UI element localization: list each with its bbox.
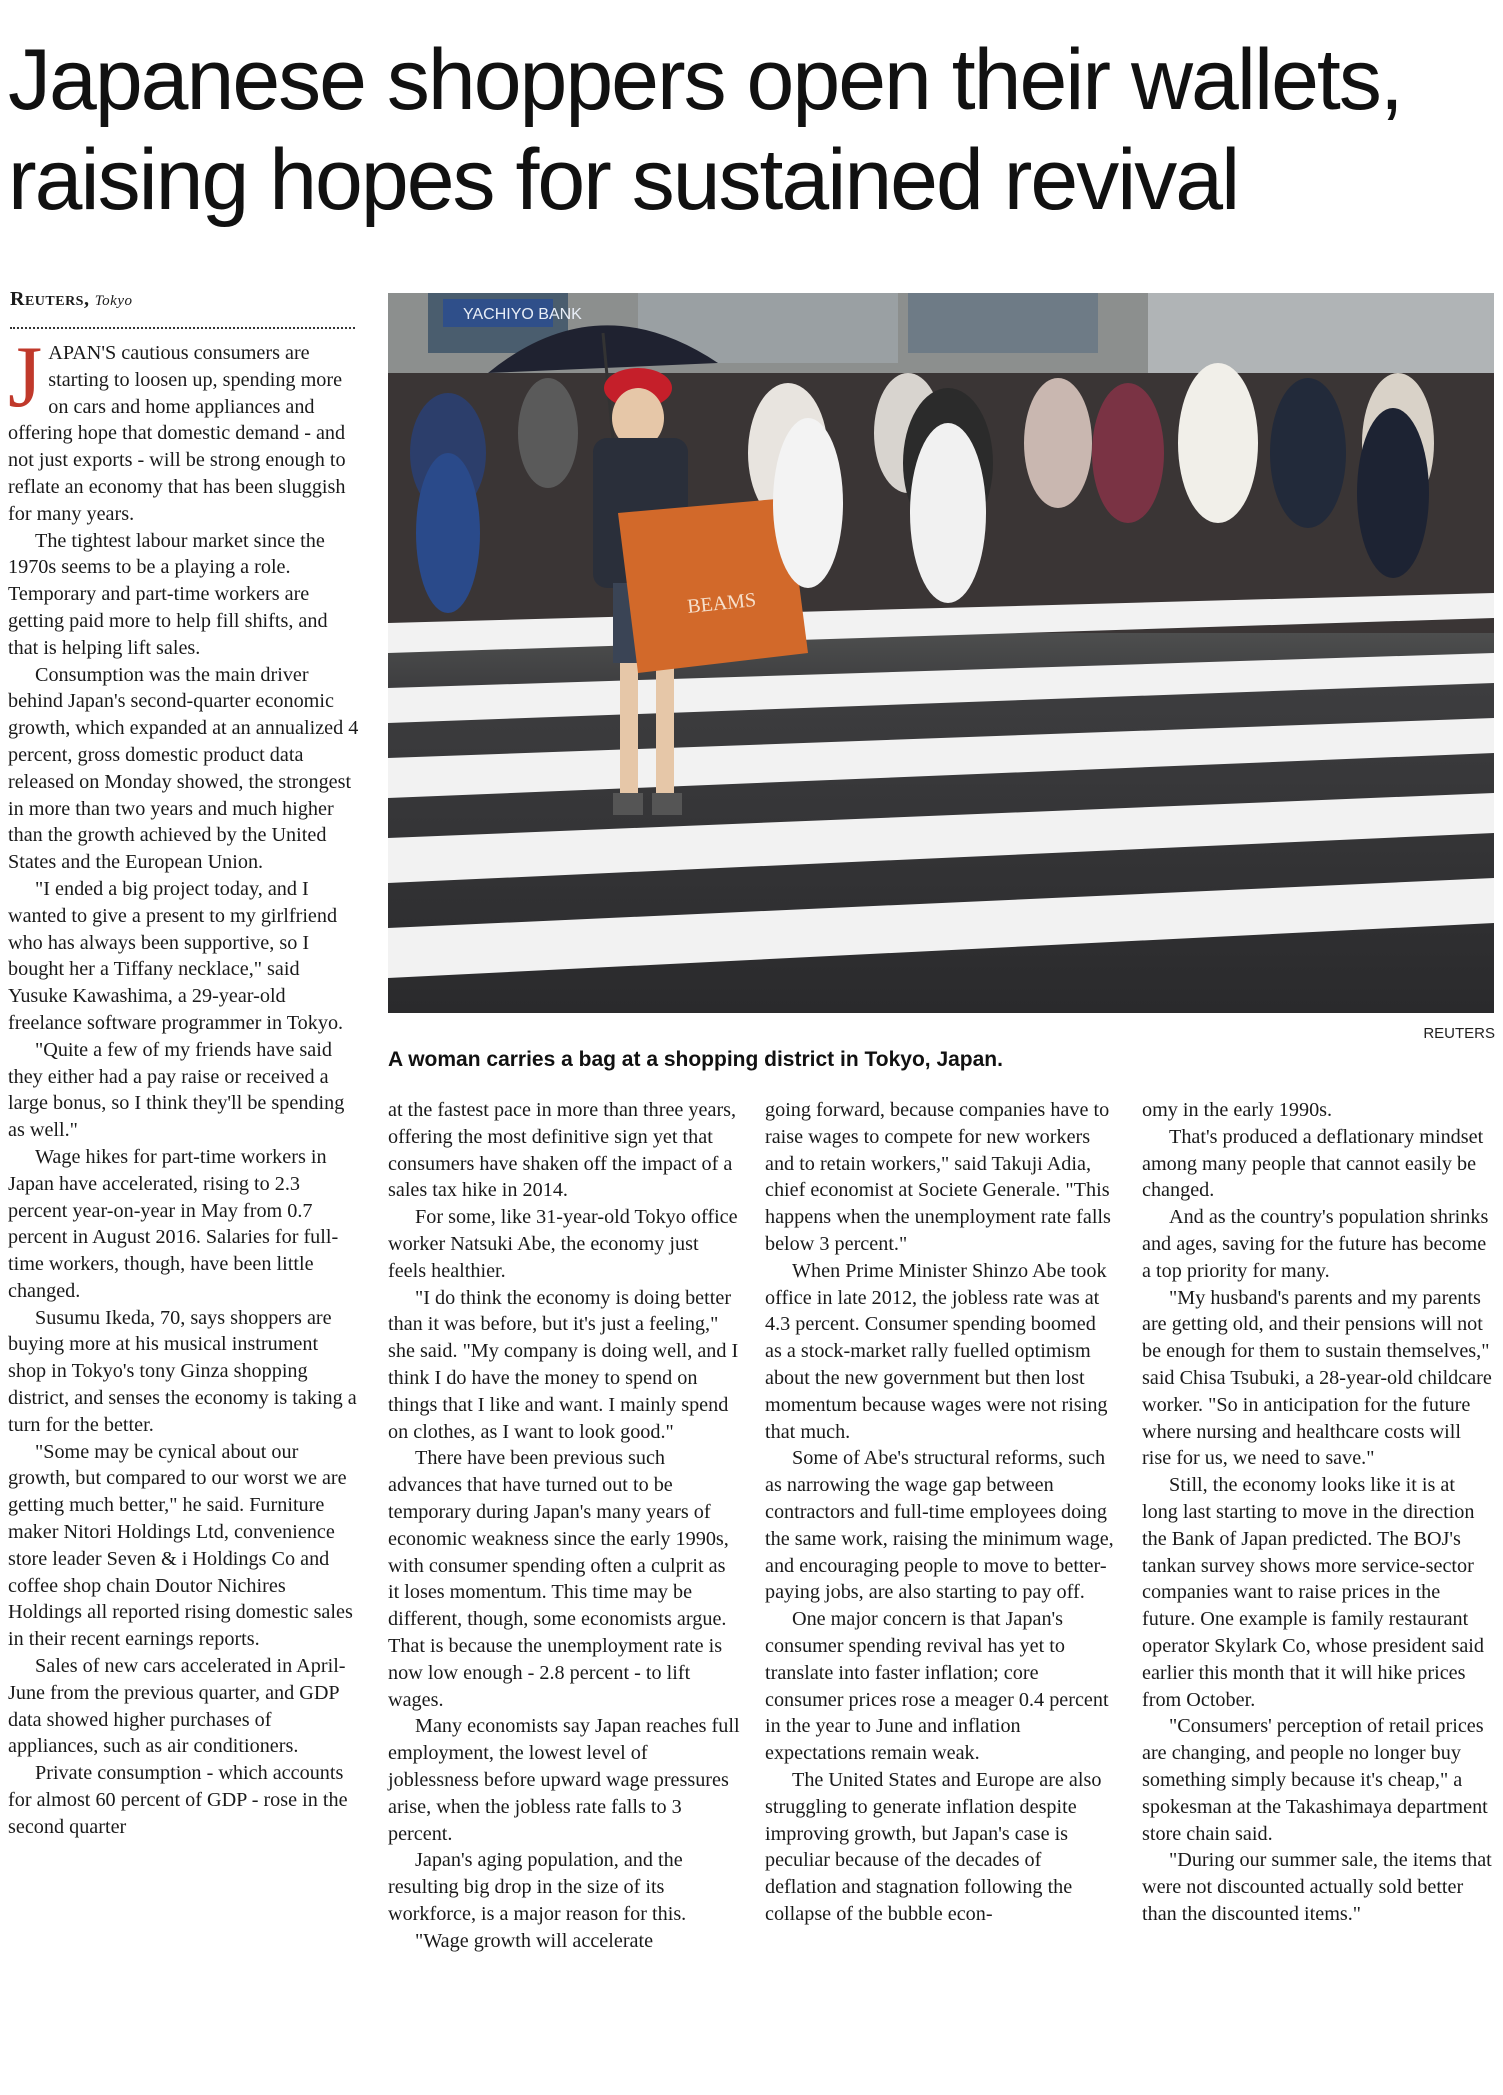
photo-credit: REUTERS <box>1423 1025 1495 1042</box>
paragraph: That's produced a deflationary mindset among many people that cannot easily be changed. <box>1142 1125 1484 1202</box>
paragraph: "Some may be cynical about our growth, but compared to our worst we are getting much better," he said. Furniture maker Nitori Holdings Ltd, convenience store leader Seven & i Holdings Co and coffee shop chain Doutor Nichires Holdings all reported rising domestic sales in their recent earnings reports. <box>8 1440 353 1651</box>
headline-line-1: Japanese shoppers open their wallets, <box>8 32 1402 128</box>
crosswalk-scene-illustration <box>388 293 1494 1013</box>
paragraph: omy in the early 1990s. <box>1142 1099 1333 1121</box>
article-column-4 <box>1142 1097 1494 1928</box>
paragraph: "I do think the economy is doing better than it was before, but it's just a feeling," she said. "My company is doing well, and I think I do have the money to spend on things that I like and want. I mainly spend on clothes, as I want to look good." <box>388 1286 739 1443</box>
paragraph: at the fastest pace in more than three years, offering the most definitive sign yet that consumers have shaken off the impact of a sales tax hike in 2014. <box>388 1099 737 1202</box>
paragraph: "I ended a big project today, and I wanted to give a present to my girlfriend who has always been supportive, so I bought her a Tiffany necklace," said Yusuke Kawashima, a 29-year-old freelance software programmer in Tokyo. <box>8 877 344 1034</box>
byline-city: Tokyo <box>94 293 133 309</box>
paragraph: "Quite a few of my friends have said they either had a pay raise or received a large bonus, so I think they'll be spending as well." <box>8 1038 345 1142</box>
paragraph: The tightest labour market since the 1970s seems to be a playing a role. Temporary and part-time workers are getting paid more to help fill shifts, and that is helping lift sales. <box>8 529 328 659</box>
photo-caption: A woman carries a bag at a shopping district in Tokyo, Japan. <box>388 1048 1003 1071</box>
paragraph: Japan's aging population, and the resulting big drop in the size of its workforce, is a major reason for this. <box>388 1849 687 1925</box>
paragraph: One major concern is that Japan's consumer spending revival has yet to translate into faster inflation; core consumer prices rose a meager 0.4 percent in the year to June and inflation expectations remain weak. <box>765 1608 1109 1765</box>
paragraph: Some of Abe's structural reforms, such as narrowing the wage gap between contractors and full-time employees doing the same work, raising the minimum wage, and encouraging people to move to better-paying jobs, are also starting to pay off. <box>765 1447 1114 1604</box>
paragraph: Still, the economy looks like it is at long last starting to move in the direction the Bank of Japan predicted. The BOJ's tankan survey shows more service-sector companies want to raise prices in the future. One example is family restaurant operator Skylark Co, whose president said earlier this month that it will hike prices from October. <box>1142 1474 1484 1711</box>
paragraph: When Prime Minister Shinzo Abe took office in late 2012, the jobless rate was at 4.3 percent. Consumer spending boomed as a stock-market rally fuelled optimism about the new government but then lost momentum because wages were not rising that much. <box>765 1259 1108 1443</box>
headline-line-2: raising hopes for sustained revival <box>8 132 1239 228</box>
paragraph: Many economists say Japan reaches full employment, the lowest level of joblessness before upward wage pressures arise, when the jobless rate falls to 3 percent. <box>388 1715 740 1845</box>
article-column-2 <box>388 1097 740 1955</box>
bank-sign: YACHIYO BANK <box>463 306 582 323</box>
paragraph: For some, like 31-year-old Tokyo office worker Natsuki Abe, the economy just feels healthier. <box>388 1206 738 1282</box>
byline-agency: Reuters, <box>10 288 90 310</box>
paragraph: And as the country's population shrinks and ages, saving for the future has become a top priority for many. <box>1142 1206 1489 1282</box>
paragraph: "Wage growth will accelerate <box>415 1929 654 1952</box>
news-photo <box>388 293 1494 1013</box>
bag-brand-text: BEAMS <box>686 588 758 618</box>
paragraph: Sales of new cars accelerated in April-June from the previous quarter, and GDP data showed higher purchases of appliances, such as air conditioners. <box>8 1655 346 1758</box>
paragraph: Consumption was the main driver behind Japan's second-quarter economic growth, which expanded at an annualized 4 percent, gross domestic product data released on Monday showed, the strongest in more than two years and much higher than the growth achieved by the United States and the European Union. <box>8 663 359 874</box>
article-column-1 <box>8 329 360 1841</box>
paragraph: going forward, because companies have to raise wages to compete for new workers and to retain workers," said Takuji Adia, chief economist at Societe Generale. "This happens when the unemployment rate falls below 3 percent." <box>765 1099 1111 1255</box>
paragraph: "My husband's parents and my parents are getting old, and their pensions will not be enough for them to sustain themselves," said Chisa Tsubuki, a 28-year-old childcare worker. "So in anticipation for the future where nursing and healthcare costs will rise for us, we need to save." <box>1142 1286 1492 1470</box>
article-column-3 <box>765 1097 1117 1928</box>
headline <box>8 30 1498 230</box>
paragraph: There have been previous such advances that have turned out to be temporary during Japan's many years of economic weakness since the early 1990s, with consumer spending often a culprit as it loses momentum. This time may be different, though, some economists argue. That is because the unemployment rate is now low enough - 2.8 percent - to lift wages. <box>388 1447 729 1711</box>
paragraph: Susumu Ikeda, 70, says shoppers are buying more at his musical instrument shop in Tokyo's tony Ginza shopping district, and senses the economy is taking a turn for the better. <box>8 1306 357 1436</box>
byline <box>10 288 355 311</box>
paragraph: JAPAN'S cautious consumers are starting to loosen up, spending more on cars and home appliances and offering hope that domestic demand - and not just exports - will be strong enough to reflate an economy that has been sluggish for many years. <box>8 329 346 525</box>
paragraph: "During our summer sale, the items that were not discounted actually sold better than the discounted items." <box>1142 1849 1492 1925</box>
byline-divider <box>10 327 355 329</box>
paragraph: Private consumption - which accounts for almost 60 percent of GDP - rose in the second quarter <box>8 1762 348 1838</box>
paragraph: The United States and Europe are also struggling to generate inflation despite improving growth, but Japan's case is peculiar because of the decades of deflation and stagnation following the collapse of the bubble econ- <box>765 1768 1102 1925</box>
paragraph: "Consumers' perception of retail prices are changing, and people no longer buy something simply because it's cheap," a spokesman at the Takashimaya department store chain said. <box>1142 1715 1488 1845</box>
drop-cap: J <box>8 329 43 426</box>
paragraph: Wage hikes for part-time workers in Japan have accelerated, rising to 2.3 percent year-on-year in May from 0.7 percent in August 2016. Salaries for full-time workers, though, have been little changed. <box>8 1145 339 1302</box>
